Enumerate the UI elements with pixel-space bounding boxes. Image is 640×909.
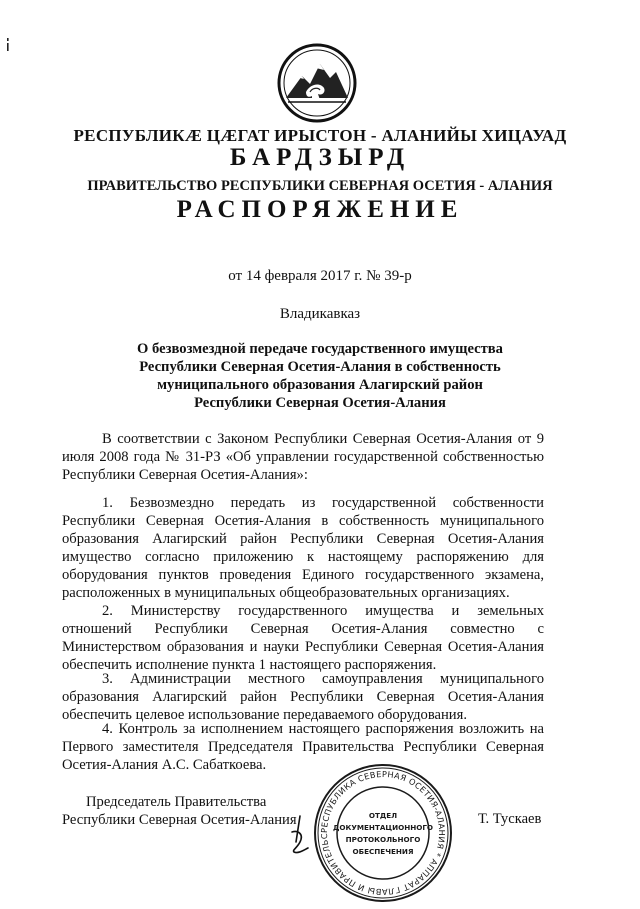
document-type-title: РАСПОРЯЖЕНИЕ <box>176 196 464 223</box>
document-city: Владикавказ <box>279 306 361 322</box>
subject-line: Республики Северная Осетия-Алания <box>194 395 446 411</box>
clause-3: 3. Администрации местного самоуправления муниципального образования Алагирский район Республики Северная Осетия-Алания обеспечить целевое использование передаваемого оборудования. <box>62 671 544 723</box>
header-ossetian-decree: БАРДЗЫРД <box>229 144 411 171</box>
header-ossetian-title: РЕСПУБЛИКÆ ЦÆГАТ ИРЫСТОН - АЛАНИЙЫ ХИЦАУАД <box>73 126 567 145</box>
coat-of-arms-icon <box>276 42 358 124</box>
subject-line: муниципального образования Алагирский район <box>157 377 483 393</box>
seal-center-line: ОТДЕЛ <box>368 811 398 820</box>
intro-paragraph: В соответствии с Законом Республики Северная Осетия-Алания от 9 июля 2008 года № 31-РЗ «Об управлении государственной собственностью Республики Северная Осетия-Алания»: <box>62 431 544 483</box>
signatory-position <box>62 793 297 829</box>
clause-4: 4. Контроль за исполнением настоящего распоряжения возложить на Первого заместителя Председателя Правительства Республики Северная Осетия-Алания А.С. Сабаткоева. <box>62 721 544 773</box>
subject-line: О безвозмездной передаче государственного имущества <box>137 341 503 357</box>
seal-center-line: ОБЕСПЕЧЕНИЯ <box>352 847 414 856</box>
official-seal-icon <box>312 762 454 904</box>
seal-center-line: ПРОТОКОЛЬНОГО <box>345 835 421 844</box>
handwritten-signature-icon <box>284 812 314 856</box>
clause-1: 1. Безвозмездно передать из государственной собственности Республики Северная Осетия-Алания в собственность муниципального образования Алагирский район Республики Северная Осетия-Алания имущество согласно приложению к настоящему распоряжению для оборудования пунктов проведения Единого государственного экзамена, расположенных в муниципальных общеобразовательных организациях. <box>62 495 544 601</box>
subject-line: Республики Северная Осетия-Алания в собственность <box>139 359 501 375</box>
signatory-name: Т. Тускаев <box>478 811 542 827</box>
seal-ring-text: РЕСПУБЛИКА СЕВЕРНАЯ ОСЕТИЯ-АЛАНИЯ * АППАРАТ ГЛАВЫ И ПРАВИТЕЛЬС <box>318 768 448 898</box>
header-government-title: ПРАВИТЕЛЬСТВО РЕСПУБЛИКИ СЕВЕРНАЯ ОСЕТИЯ - АЛАНИЯ <box>87 178 553 194</box>
scan-mark <box>6 38 10 52</box>
signatory-position-line: Председатель Правительства <box>86 794 267 810</box>
clause-2: 2. Министерству государственного имущества и земельных отношений Республики Северная Осетия-Алания совместно с Министерством образования и науки Республики Северная Осетия-Алания обеспечить исполнение пункта 1 настоящего распоряжения. <box>62 603 544 673</box>
seal-center-line: ДОКУМЕНТАЦИОННОГО <box>332 823 434 832</box>
signatory-position-line: Республики Северная Осетия-Алания <box>62 812 297 828</box>
document-subject <box>0 340 640 412</box>
document-date-number: от 14 февраля 2017 г. № 39-р <box>228 268 412 284</box>
